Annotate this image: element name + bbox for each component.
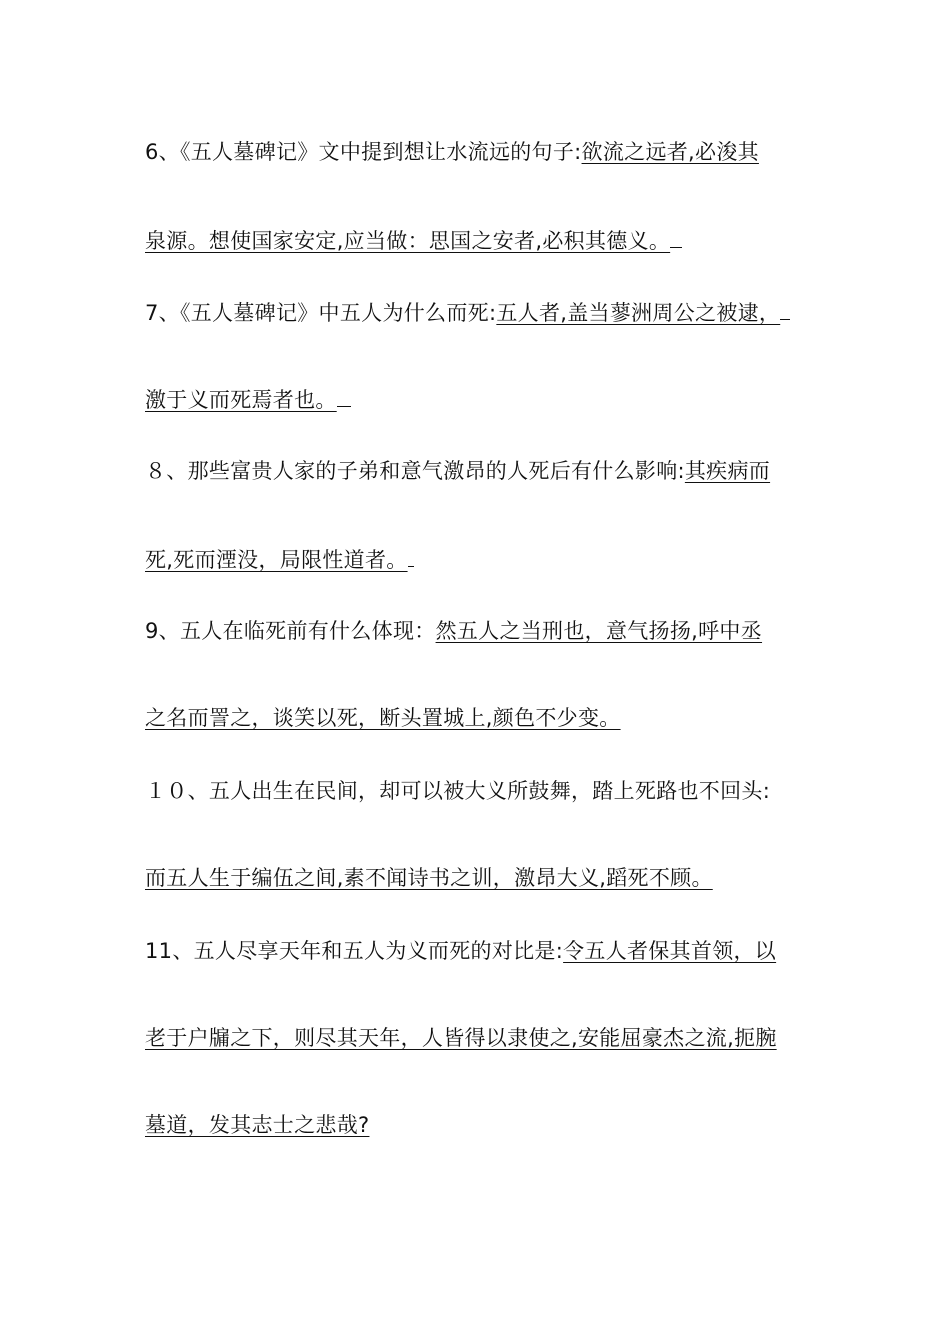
q8-line-2: [145, 544, 825, 574]
underline-tail: [408, 544, 414, 567]
q6-line-1: [145, 138, 825, 166]
q10-answer: 而五人生于编伍之间,素不闻诗书之训，激昂大义,蹈死不顾。: [145, 866, 713, 890]
q8-answer-part-2: 死,死而湮没，局限性道者。: [145, 548, 408, 572]
q10-line-1: [145, 777, 825, 805]
q6-question: 6、《五人墓碑记》文中提到想让水流远的句子:: [145, 140, 582, 164]
q9-answer-part-1: 然五人之当刑也，意气扬扬,呼中丞: [435, 619, 763, 643]
q7-question: 7、《五人墓碑记》中五人为什么而死:: [145, 301, 497, 325]
q7-line-1: [145, 297, 825, 327]
q11-answer-part-2: 老于户牖之下，则尽其天年，人皆得以隶使之,安能屈豪杰之流,扼腕: [145, 1026, 777, 1050]
q8-question: ８、那些富贵人家的子弟和意气激昂的人死后有什么影响:: [145, 459, 685, 483]
q7-line-2: [145, 384, 825, 414]
q8-answer-part-1: 其疾病而: [684, 459, 771, 483]
q10-line-2: [145, 864, 825, 892]
underline-tail: [670, 225, 682, 248]
q11-answer-part-3: 墓道，发其志士之悲哉?: [145, 1113, 370, 1137]
q8-line-1: [145, 457, 825, 485]
q7-answer-part-2: 激于义而死焉者也。: [145, 388, 337, 412]
underline-tail: [780, 297, 790, 320]
q11-answer-part-1: 令五人者保其首领，以: [563, 939, 777, 963]
q9-line-1: [145, 617, 825, 645]
q11-question: 11、五人尽享天年和五人为义而死的对比是:: [145, 939, 564, 963]
q6-line-2: [145, 225, 825, 255]
q9-question: 9、五人在临死前有什么体现：: [145, 619, 436, 643]
q11-line-2: [145, 1024, 825, 1052]
q7-answer-part-1: 五人者,盖当蓼洲周公之被逮，: [496, 301, 781, 325]
q10-question: １０、五人出生在民间，却可以被大义所鼓舞，踏上死路也不回头:: [145, 779, 771, 803]
q11-line-3: [145, 1111, 825, 1139]
q6-answer-part-2: 泉源。想使国家安定,应当做：思国之安者,必积其德义。: [145, 229, 671, 253]
q6-answer-part-1: 欲流之远者,必浚其: [581, 140, 759, 164]
underline-tail: [337, 384, 351, 407]
q11-line-1: [145, 937, 825, 965]
q9-line-2: [145, 704, 825, 732]
q9-answer-part-2: 之名而詈之，谈笑以死，断头置城上,颜色不少变。: [145, 706, 621, 730]
